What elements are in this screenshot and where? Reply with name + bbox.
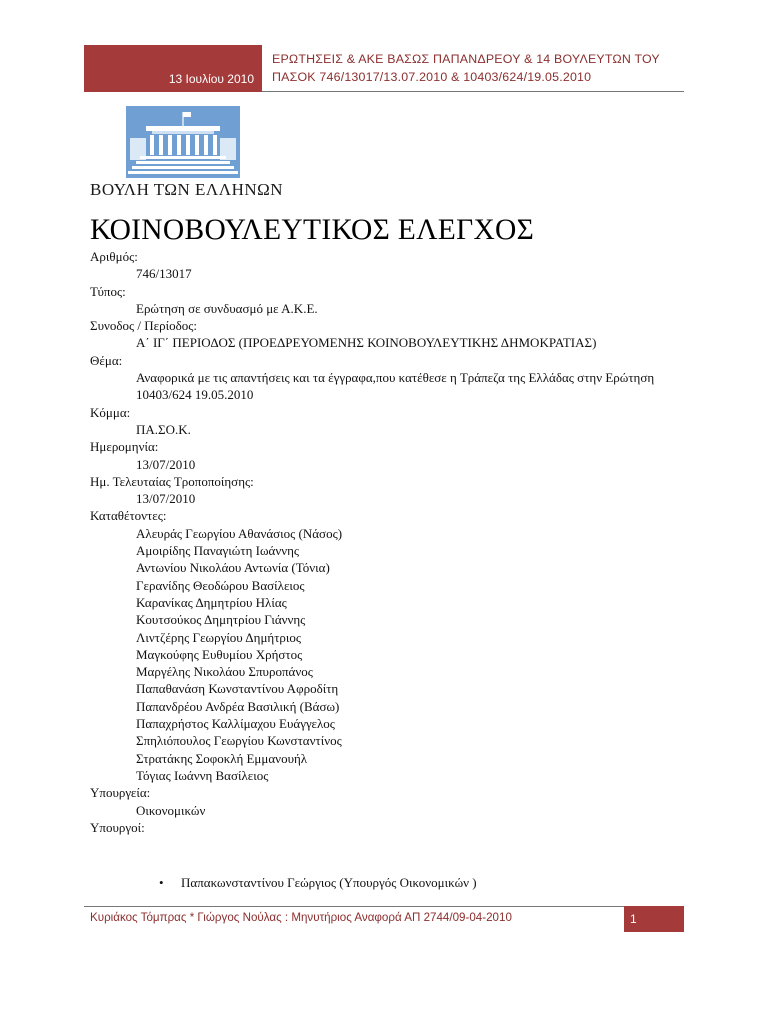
ministry-label: Υπουργεία: (90, 785, 151, 801)
minister-name: Παπακωνσταντίνου Γεώργιος (Υπουργός Οικονομικών ) (181, 875, 477, 890)
submitter-item: Αλευράς Γεωργίου Αθανάσιος (Νάσος) (136, 525, 343, 541)
page-number: 1 (630, 912, 637, 926)
submitter-item: Γερανίδης Θεοδώρου Βασίλειος (136, 577, 305, 593)
header-date-box (84, 45, 262, 92)
logo-text: ΒΟΥΛΗ ΤΩΝ ΕΛΛΗΝΩΝ (90, 180, 284, 199)
date-label: Ημερομηνία: (90, 439, 159, 455)
footer-text: Κυριάκος Τόμπρας * Γιώργος Νούλας : Μηνυτήριος Αναφορά ΑΠ 2744/09-04-2010 (90, 911, 512, 924)
subject-value: Αναφορικά με τις απαντήσεις και τα έγγραφα,που κατέθεσε η Τράπεζα της Ελλάδας στην Ερώτηση 10403/624 19.05.2010 (136, 370, 655, 403)
parliament-logo (126, 106, 240, 178)
submitter-item: Αμοιρίδης Παναγιώτη Ιωάννης (136, 543, 300, 559)
submitter-item: Αντωνίου Νικολάου Αντωνία (Τόνια) (136, 560, 330, 576)
submitter-item: Σπηλιόπουλος Γεωργίου Κωνσταντίνος (136, 733, 342, 749)
header-date: 13 Ιουλίου 2010 (168, 72, 254, 86)
session-label: Συνοδος / Περίοδος: (90, 318, 197, 334)
session-value: Α΄ ΙΓ΄ ΠΕΡΙΟΔΟΣ (ΠΡΟΕΔΡΕΥΟΜΕΝΗΣ ΚΟΙΝΟΒΟΥΛΕΥΤΙΚΗΣ ΔΗΜΟΚΡΑΤΙΑΣ) (136, 335, 597, 351)
minister-item (159, 874, 477, 891)
document-title: ΚΟΙΝΟΒΟΥΛΕΥΤΙΚΟΣ ΕΛΕΓΧΟΣ (90, 214, 535, 246)
party-value: ΠΑ.ΣΟ.Κ. (136, 421, 191, 437)
subject-label: Θέμα: (90, 352, 123, 368)
submitter-item: Παπανδρέου Ανδρέα Βασιλική (Βάσω) (136, 698, 340, 714)
header-title (272, 50, 682, 86)
bullet-icon: • (159, 875, 164, 890)
date-value: 13/07/2010 (136, 456, 196, 472)
submitter-item: Παπαθανάση Κωνσταντίνου Αφροδίτη (136, 681, 339, 697)
submitter-item: Κουτσούκος Δημητρίου Γιάννης (136, 612, 306, 628)
number-label: Αριθμός: (90, 249, 138, 264)
submitter-item: Λιντζέρης Γεωργίου Δημήτριος (136, 629, 302, 645)
modified-value: 13/07/2010 (136, 491, 196, 507)
submitter-item: Τόγιας Ιωάννη Βασίλειος (136, 767, 269, 783)
document-fields (90, 248, 690, 836)
header-title-line-2: ΠΑΣΟΚ 746/13017/13.07.2010 & 10403/624/19.05.2010 (272, 70, 592, 84)
footer-divider (84, 906, 624, 907)
submitter-item: Στρατάκης Σοφοκλή Εμμανουήλ (136, 750, 308, 766)
ministers-list (159, 874, 477, 891)
submitter-item: Παπαχρήστος Καλλίμαχου Ευάγγελος (136, 716, 335, 732)
submitter-item: Μαγκούφης Ευθυμίου Χρήστος (136, 646, 303, 662)
party-label: Κόμμα: (90, 404, 131, 420)
ministry-value: Οικονομικών (136, 802, 206, 818)
submitters-label: Καταθέτοντες: (90, 508, 167, 524)
type-value: Ερώτηση σε συνδυασμό με Α.Κ.Ε. (136, 300, 318, 316)
modified-label: Ημ. Τελευταίας Τροποποίησης: (90, 473, 254, 489)
type-label: Τύπος: (90, 283, 126, 299)
page-number-box (624, 906, 684, 932)
ministers-label: Υπουργοί: (90, 819, 145, 835)
submitter-item: Μαργέλης Νικολάου Σπυροπάνος (136, 664, 313, 680)
submitter-item: Καρανίκας Δημητρίου Ηλίας (136, 594, 287, 610)
number-value: 746/13017 (136, 266, 192, 282)
header-title-line-1: ΕΡΩΤΗΣΕΙΣ & ΑΚΕ ΒΑΣΩΣ ΠΑΠΑΝΔΡΕΟΥ & 14 ΒΟΥΛΕΥΤΩΝ ΤΟΥ (272, 52, 660, 66)
header-divider (262, 91, 684, 92)
